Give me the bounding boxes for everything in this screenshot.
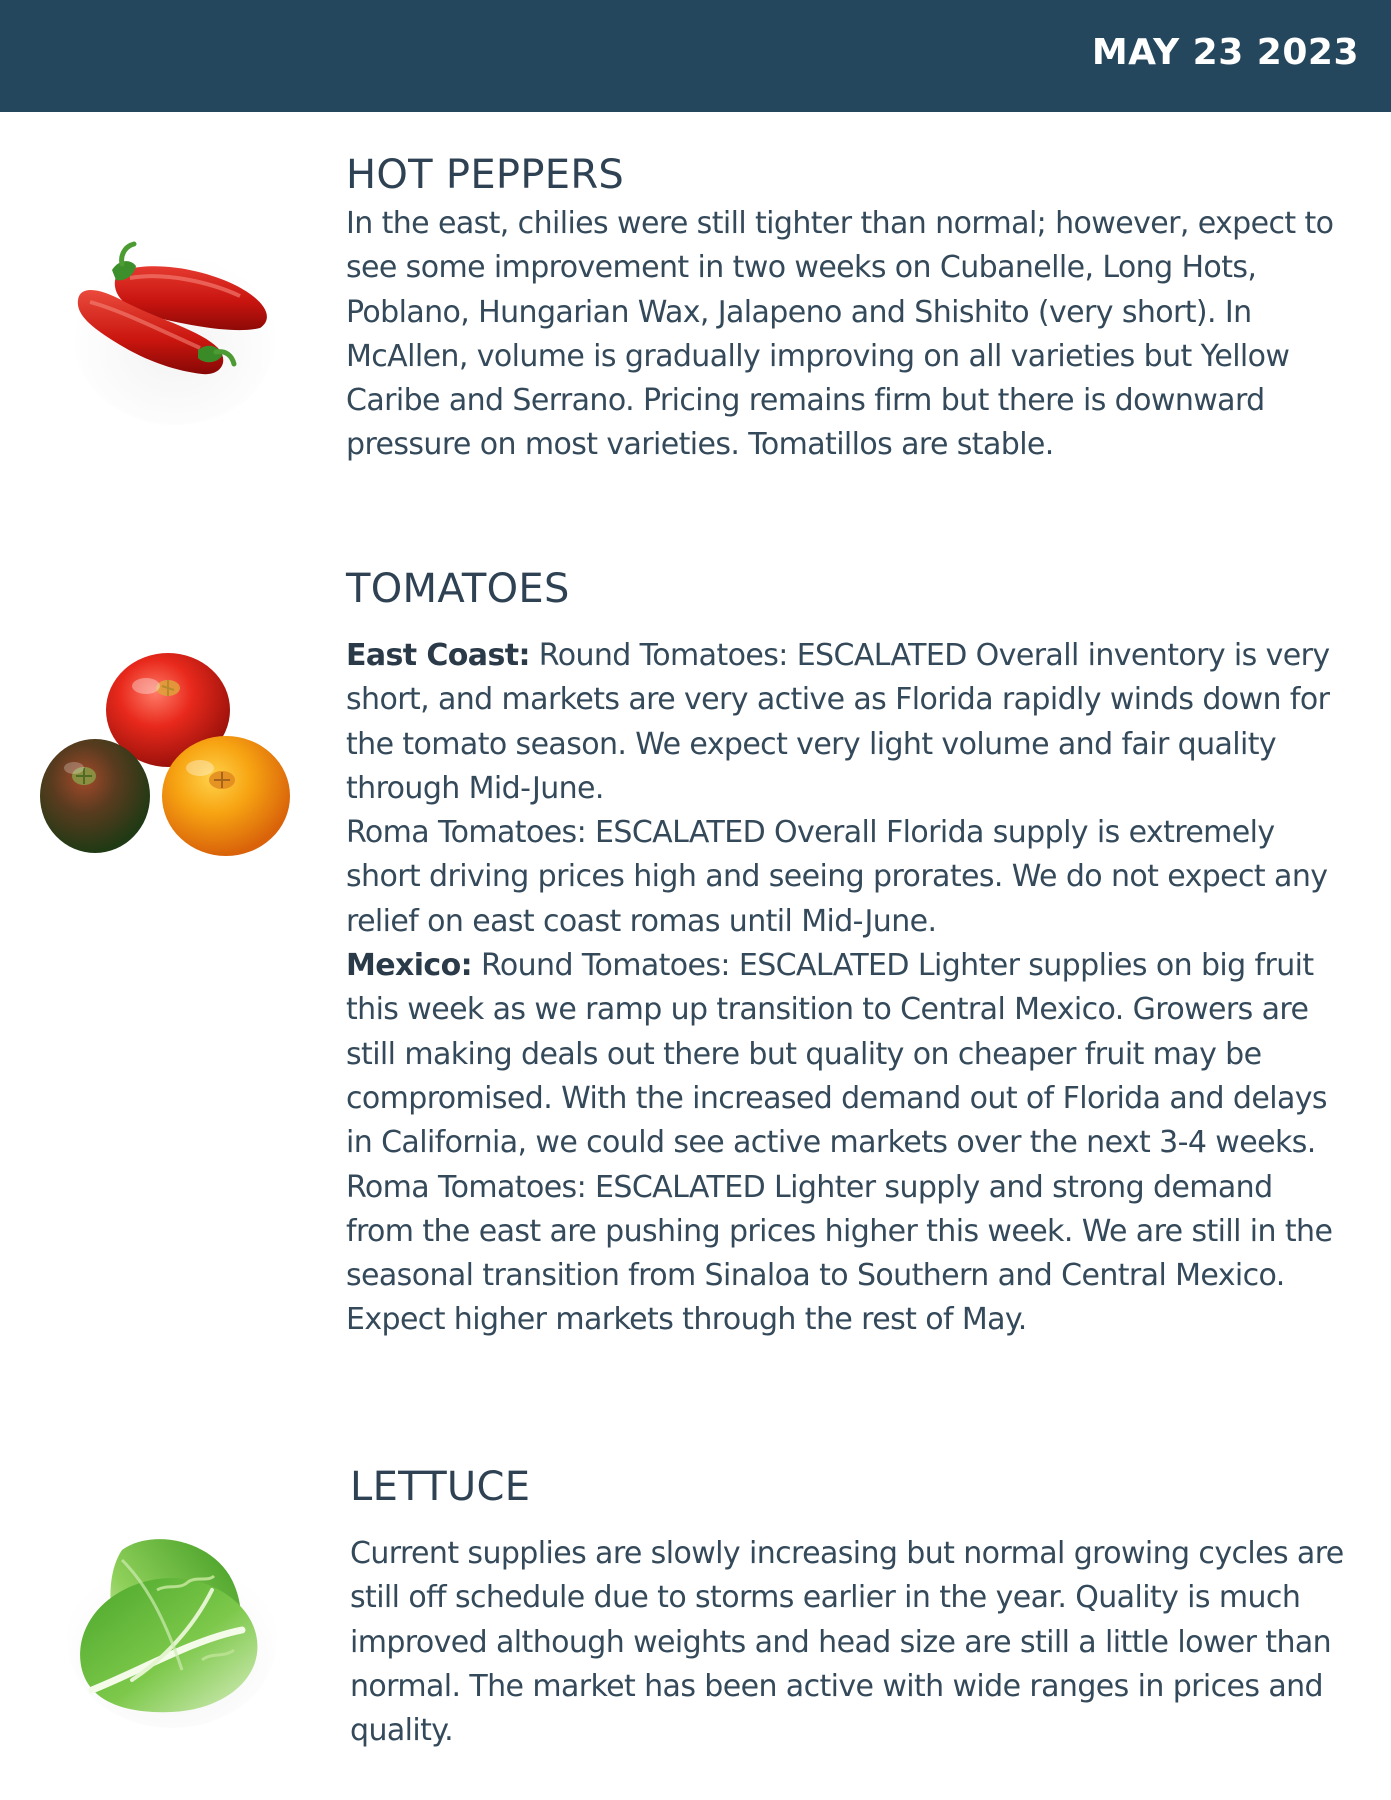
hot-peppers-title: HOT PEPPERS <box>346 152 625 198</box>
east-coast-round-text: Round Tomatoes: ESCALATED Overall inventory is very short, and markets are very active as Florida rapidly winds down for the tomato season. We expect very light volume and fair quality through Mid-June. <box>346 638 1330 806</box>
lettuce-section <box>350 1464 1350 1753</box>
east-coast-label: East Coast: <box>346 638 530 673</box>
mexico-roma-paragraph: Roma Tomatoes: ESCALATED Lighter supply and strong demand from the east are pushing prices higher this week. We are still in the seasonal transition from Sinaloa to Southern and Central Mexico. Expect higher markets through the rest of May. <box>346 1169 1333 1338</box>
hot-peppers-body: In the east, chilies were still tighter than normal; however, expect to see some improvement in two weeks on Cubanelle, Long Hots, Poblano, Hungarian Wax, Jalapeno and Shishito (very short). In McAllen, volume is gradually improving on all varieties but Yellow Caribe and Serrano. Pricing remains firm but there is downward pressure on most varieties. Tomatillos are stable. <box>346 206 1334 463</box>
lettuce-title: LETTUCE <box>350 1464 531 1510</box>
tomatoes-icon <box>40 650 300 870</box>
tomatoes-section <box>346 566 1346 1343</box>
page-header <box>0 0 1391 112</box>
mexico-round-paragraph <box>346 944 1346 1165</box>
mexico-label: Mexico: <box>346 948 473 984</box>
red-pepper-icon <box>70 230 280 430</box>
report-date: MAY 23 2023 <box>1091 32 1359 73</box>
mexico-round-text: Round Tomatoes: ESCALATED Lighter supplies on big fruit this week as we ramp up transition to Central Mexico. Growers are still making deals out there but quality on cheaper fruit may be compromised. With the increased demand out of Florida and delays in California, we could see active markets over the next 3-4 weeks. <box>346 948 1327 1161</box>
east-coast-roma-paragraph: Roma Tomatoes: ESCALATED Overall Florida supply is extremely short driving prices high and seeing prorates. We do not expect any relief on east coast romas until Mid-June. <box>346 815 1328 939</box>
lettuce-body: Current supplies are slowly increasing but normal growing cycles are still off schedule due to storms earlier in the year. Quality is much improved although weights and head size are still a little lower than normal. The market has been active with wide ranges in prices and quality. <box>350 1536 1344 1749</box>
romaine-lettuce-icon <box>62 1520 282 1730</box>
hot-peppers-section <box>346 152 1346 468</box>
east-coast-round-paragraph <box>346 634 1346 811</box>
tomatoes-title: TOMATOES <box>346 566 570 612</box>
